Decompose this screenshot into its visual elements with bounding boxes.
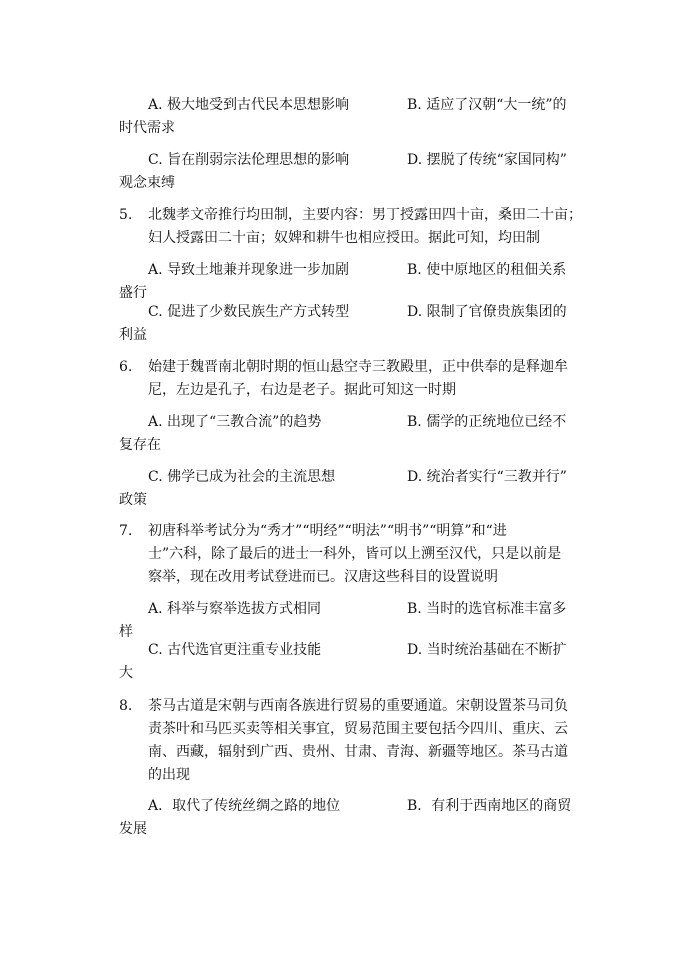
question-text-line: 察举，现在改用考试登进而已。汉唐这些科目的设置说明 bbox=[148, 569, 498, 585]
q5-option-b: B. 使中原地区的租佃关系 bbox=[407, 262, 567, 278]
q7-option-a: A. 科举与察举选拔方式相同 bbox=[148, 601, 322, 617]
question-5 bbox=[119, 204, 582, 250]
question-text-line: 的出现 bbox=[148, 767, 190, 783]
q5-options-cd bbox=[119, 301, 579, 343]
q5-option-b-continued: 盛行 bbox=[119, 285, 147, 301]
q6-option-a: A. 出现了“三教合流”的趋势 bbox=[148, 414, 322, 430]
q6-option-d-continued: 政策 bbox=[119, 492, 147, 508]
q8-option-a: A．取代了传统丝绸之路的地位 bbox=[148, 798, 341, 814]
question-text-line: 尼，左边是孔子，右边是老子。据此可知这一时期 bbox=[148, 382, 456, 398]
q6-option-d: D. 统治者实行“三教并行” bbox=[407, 469, 567, 485]
question-7 bbox=[119, 520, 579, 589]
question-text-line: 士”六科，除了最后的进士一科外，皆可以上溯至汉代，只是以前是 bbox=[148, 546, 562, 562]
q7-option-b: B. 当时的选官标准丰富多 bbox=[407, 601, 567, 617]
question-text-line: 南、西藏，辐射到广西、贵州、甘肃、青海、新疆等地区。茶马古道 bbox=[148, 744, 568, 760]
q6-options-cd bbox=[119, 466, 579, 508]
q5-option-d-continued: 利益 bbox=[119, 327, 147, 343]
q4-option-d-continued: 观念束缚 bbox=[119, 175, 175, 191]
q6-option-c: C. 佛学已成为社会的主流思想 bbox=[148, 469, 336, 485]
q4-option-d: D. 摆脱了传统“家国同构” bbox=[407, 152, 567, 168]
q4-options-ab bbox=[119, 94, 579, 136]
q5-option-c: C. 促进了少数民族生产方式转型 bbox=[148, 304, 350, 320]
q5-option-a: A. 导致土地兼并现象进一步加剧 bbox=[148, 262, 350, 278]
q4-option-b: B. 适应了汉朝“大一统”的 bbox=[407, 97, 567, 113]
q7-options-cd bbox=[119, 639, 579, 681]
q7-option-d-continued: 大 bbox=[119, 665, 133, 681]
q4-option-c: C. 旨在削弱宗法伦理思想的影响 bbox=[148, 152, 350, 168]
q5-options-ab bbox=[119, 259, 579, 301]
question-text-line: 责茶叶和马匹买卖等相关事宜，贸易范围主要包括今四川、重庆、云 bbox=[148, 721, 568, 737]
question-number: 5. bbox=[119, 207, 133, 223]
q4-option-a: A. 极大地受到古代民本思想影响 bbox=[148, 97, 350, 113]
q4-option-b-continued: 时代需求 bbox=[119, 120, 175, 136]
question-8 bbox=[119, 695, 579, 787]
question-number: 8. bbox=[119, 698, 133, 714]
q7-options-ab bbox=[119, 598, 579, 640]
q6-option-b: B. 儒学的正统地位已经不 bbox=[407, 414, 567, 430]
question-text-line: 妇人授露田二十亩；奴婢和耕牛也相应授田。据此可知，均田制 bbox=[148, 230, 540, 246]
q7-option-c: C. 古代选官更注重专业技能 bbox=[148, 642, 322, 658]
question-number: 7. bbox=[119, 523, 133, 539]
q7-option-d: D. 当时统治基础在不断扩 bbox=[407, 642, 567, 658]
q6-options-ab bbox=[119, 411, 579, 453]
question-text-line: 始建于魏晋南北朝时期的恒山悬空寺三教殿里，正中供奉的是释迦牟 bbox=[148, 359, 568, 375]
question-text-line: 初唐科举考试分为“秀才”“明经”“明法”“明书”“明算”和“进 bbox=[148, 523, 507, 539]
q5-option-d: D. 限制了官僚贵族集团的 bbox=[407, 304, 567, 320]
question-number: 6. bbox=[119, 359, 133, 375]
q8-options-ab bbox=[119, 795, 579, 837]
q6-option-b-continued: 复存在 bbox=[119, 437, 161, 453]
question-text-line: 茶马古道是宋朝与西南各族进行贸易的重要通道。宋朝设置茶马司负 bbox=[148, 698, 568, 714]
q7-option-b-continued: 样 bbox=[119, 624, 133, 640]
q4-options-cd bbox=[119, 149, 579, 191]
q8-option-b: B．有利于西南地区的商贸 bbox=[407, 798, 572, 814]
question-text-line: 北魏孝文帝推行均田制，主要内容：男丁授露田四十亩，桑田二十亩； bbox=[148, 207, 582, 223]
q8-option-b-continued: 发展 bbox=[119, 821, 147, 837]
question-6 bbox=[119, 356, 579, 402]
